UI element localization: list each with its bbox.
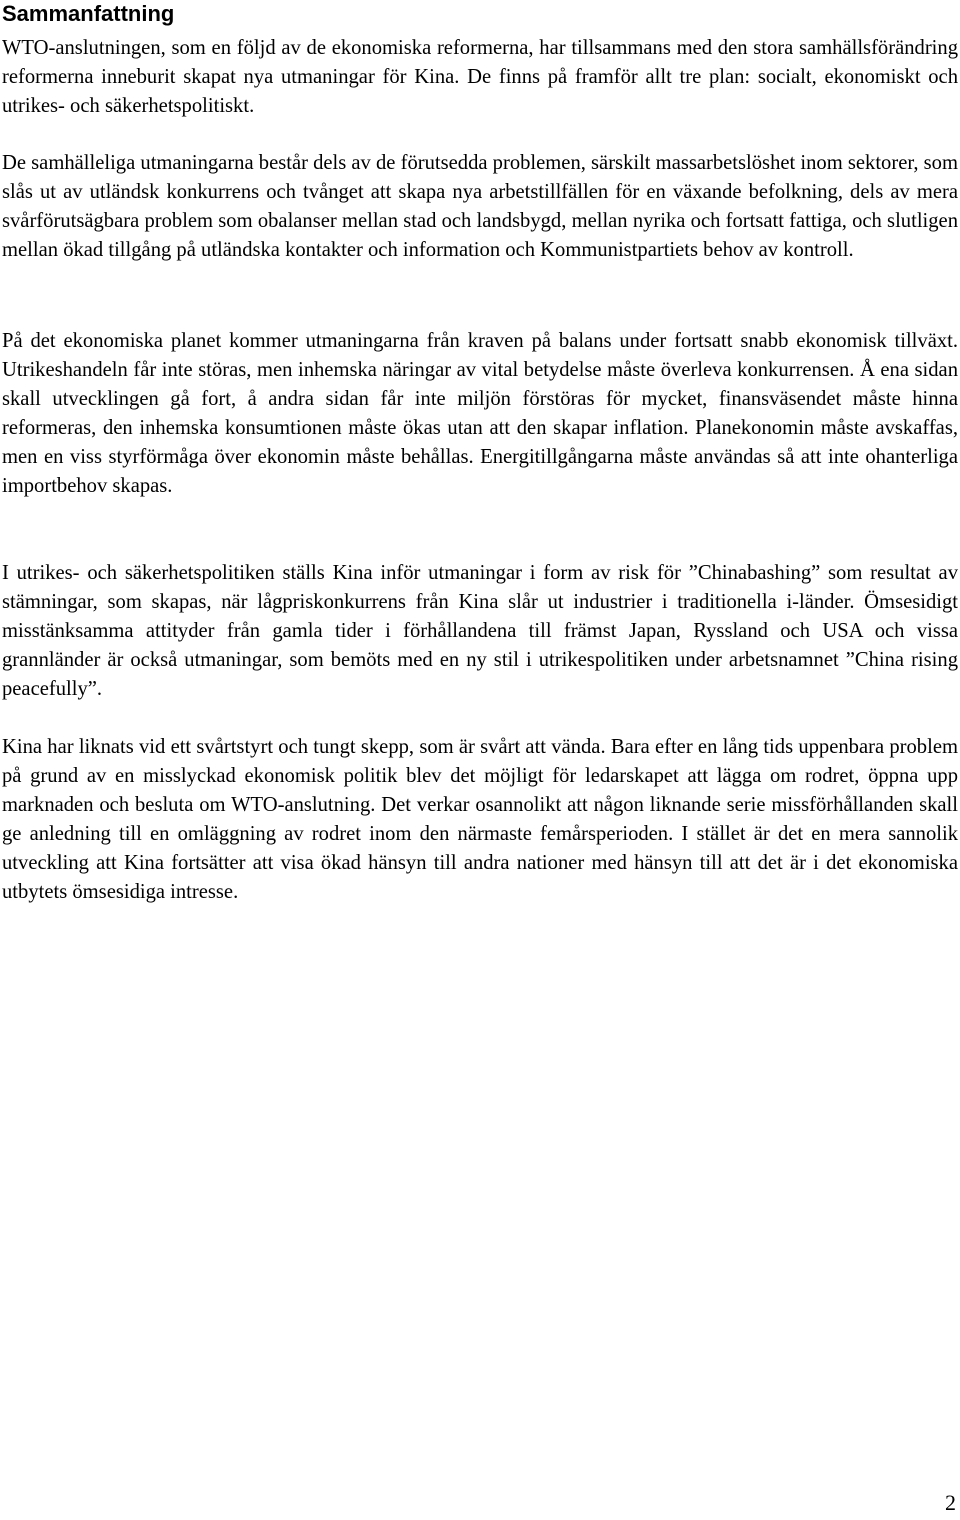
summary-paragraph-4: I utrikes- och säkerhetspolitiken ställs Kina inför utmaningar i form av risk för ”Chinabashing” som resultat av stämningar, som skapas, när lågpriskonkurrens från Kina slår ut industrier i traditionella i-länder. Ömsesidigt misstänksamma attityder från gamla tider i förhållandena till främst Japan, Ryssland och USA och vissa grannländer är också utmaningar, som bemöts med en ny stil i utrikespolitiken under arbetsnamnet ”China rising peacefully”. <box>2 562 958 700</box>
summary-paragraph-2: De samhälleliga utmaningarna består dels av de förutsedda problemen, särskilt massarbetslöshet inom sektorer, som slås ut av utländsk konkurrens och tvånget att skapa nya arbetstillfällen för en växande befolkning, dels av mera svårförutsägbara problem som obalanser mellan stad och landsbygd, mellan nyrika och fortsatt fattiga, och slutligen mellan ökad tillgång på utländska kontakter och information och Kommunistpartiets behov av kontroll. <box>2 152 958 261</box>
summary-paragraph-3: På det ekonomiska planet kommer utmaningarna från kraven på balans under fortsatt snabb ekonomisk tillväxt. Utrikeshandeln får inte störas, men inhemska näringar av vital betydelse måste överleva konkurrensen. Å ena sidan skall utvecklingen gå fort, å andra sidan får inte miljön förstöras för mycket, finansväsendet måste hinna reformeras, den inhemska konsumtionen måste ökas utan att den skapar inflation. Planekonomin måste avskaffas, men en viss styrförmåga över ekonomin måste behållas. Energitillgångarna måste användas så att inte ohanterliga importbehov skapas. <box>2 330 958 497</box>
section-heading: Sammanfattning <box>2 1 175 26</box>
page-number: 2 <box>945 1490 956 1515</box>
summary-paragraph-5: Kina har liknats vid ett svårtstyrt och tungt skepp, som är svårt att vända. Bara efter en lång tids uppenbara problem på grund av en misslyckad ekonomisk politik blev det möjligt för ledarskapet att lägga om rodret, öppna upp marknaden och besluta om WTO-anslutning. Det verkar osannolikt att någon liknande serie missförhållanden skall ge anledning till en omläggning av rodret inom den närmaste femårsperioden. I stället är det en mera sannolik utveckling att Kina fortsätter att visa ökad hänsyn till andra nationer med hänsyn till att det är i det ekonomiska utbytets ömsesidiga intresse. <box>2 736 958 903</box>
summary-paragraph-1: WTO-anslutningen, som en följd av de ekonomiska reformerna, har tillsammans med den stora samhällsförändring reformerna inneburit skapat nya utmaningar för Kina. De finns på framför allt tre plan: socialt, ekonomiskt och utrikes- och säkerhetspolitiskt. <box>2 37 958 117</box>
